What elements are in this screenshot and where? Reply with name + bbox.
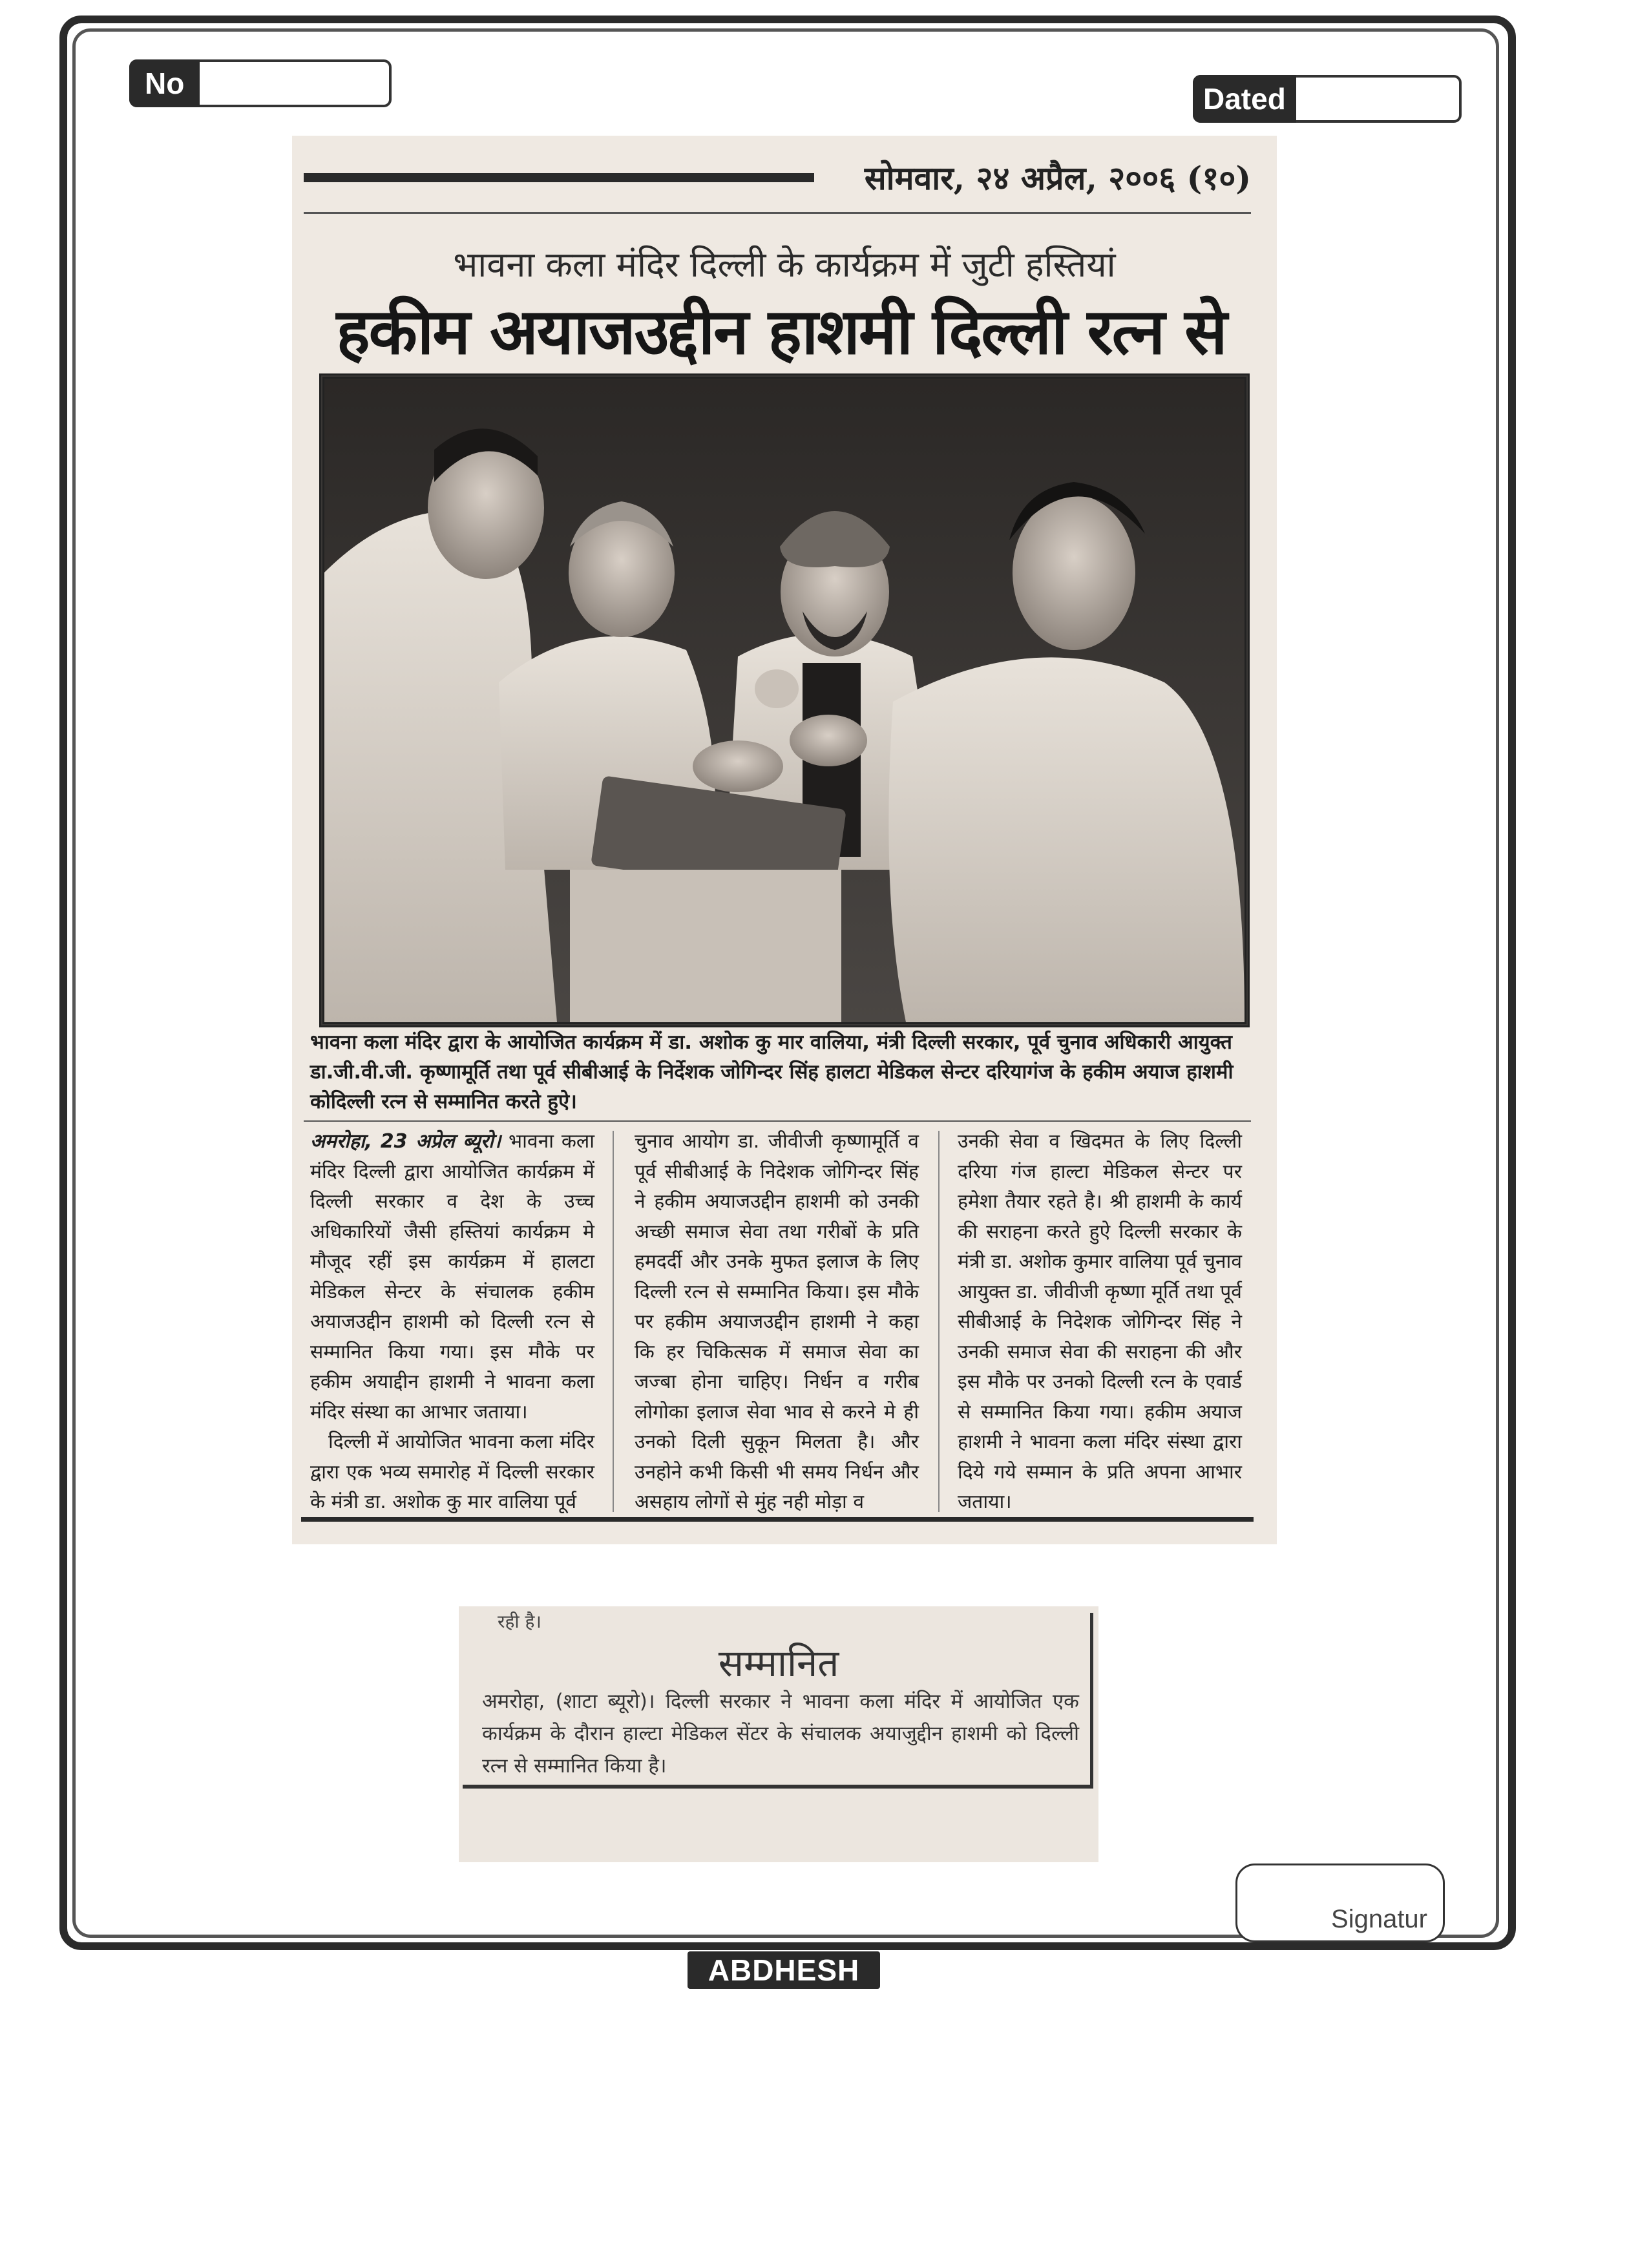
dateline: सोमवार, २४ अप्रैल, २००६ (१०): [864, 159, 1251, 197]
article-column-1-para2: दिल्ली में आयोजित भावना कला मंदिर द्वारा एक भव्य समारोह में दिल्ली सरकार के मंत्री डा. अशोक कु मार वालिया पूर्व: [310, 1431, 594, 1513]
small-clip-rule-horizontal: [463, 1785, 1093, 1789]
small-clip-rule-vertical: [1090, 1613, 1093, 1786]
brand-label: ABDHESH: [688, 1951, 880, 1989]
ceremony-photo: [319, 373, 1250, 1027]
masthead-thin-rule: [304, 212, 1251, 214]
small-clip-top-fragment: रही है।: [498, 1611, 541, 1632]
caption-rule: [304, 1120, 1251, 1122]
newspaper-clipping-main: [292, 136, 1277, 1544]
article-bottom-rule: [301, 1517, 1254, 1522]
dated-field[interactable]: [1193, 75, 1462, 123]
column-divider-2: [938, 1131, 940, 1512]
masthead-rule: [304, 173, 814, 182]
article-column-1: [310, 1127, 594, 1518]
photo-caption: भावना कला मंदिर द्वारा के आयोजित कार्यक्रम में डा. अशोक कु मार वालिया, मंत्री दिल्ली सरकार, पूर्व चुनाव अधिकारी आयुक्त डा.जी.वी.जी. कृष्णामूर्ति तथा पूर्व सीबीआई के निर्देशक जोगिन्दर सिंह हालटा मेडिकल सेन्टर दरियागंज के हकीम अयाज हाशमी कोदिल्ली रत्न से सम्मानित करते हुऐ।: [310, 1031, 1234, 1113]
signature-label: Signatur: [1331, 1905, 1427, 1933]
dated-label: Dated: [1193, 75, 1296, 123]
column-divider-1: [613, 1131, 614, 1512]
article-column-2: चुनाव आयोग डा. जीवीजी कृष्णामूर्ति व पूर्व सीबीआई के निदेशक जोगिन्दर सिंह ने हकीम अयाजउद्दीन हाशमी को उनकी अच्छी समाज सेवा तथा गरीबों के प्रति हमदर्दी और उनके मुफत इलाज के लिए दिल्ली रत्न से सम्मानित किया। इस मौके पर हकीम अयाजउद्दीन हाशमी ने कहा कि हर चिकित्सक में समाज सेवा का जज्बा होना चाहिए। निर्धन व गरीब लोगोका इलाज सेवा भाव से करने मे ही उनको दिली सुकून मिलता है। और उनहोने कभी किसी भी समय निर्धन और असहाय लोगों से मुंह नही मोड़ा व: [635, 1130, 919, 1513]
ceremony-photo-image: [324, 379, 1245, 1022]
kicker-headline: भावना कला मंदिर दिल्ली के कार्यक्रम में जुटी हस्तियां: [453, 244, 1116, 285]
no-label: No: [129, 59, 200, 107]
small-clip-body: अमरोहा, (शाटा ब्यूरो)। दिल्ली सरकार ने भावना कला मंदिर में आयोजित एक कार्यक्रम के दौरान हाल्टा मेडिकल सेंटर के संचालक अयाजुद्दीन हाशमी को दिल्ली रत्न से सम्मानित किया है।: [482, 1690, 1079, 1778]
article-column-3: उनकी सेवा व खिदमत के लिए दिल्ली दरिया गंज हाल्टा मेडिकल सेन्टर पर हमेशा तैयार रहते है। श्री हाशमी के कार्य की सराहना करते हुऐ दिल्ली सरकार के मंत्री डा. अशोक कुमार वालिया पूर्व चुनाव आयुक्त डा. जीवीजी कृष्णा मूर्ति तथा पूर्व सीबीआई के निदेशक जोगिन्दर सिंह ने उनकी समाज सेवा की सराहना की और इस मौके पर उनको दिल्ली रत्न के एवार्ड से सम्मानित किया गया। हकीम अयाज हाशमी ने भावना कला मंदिर संस्था द्वारा दिये गये सम्मान के प्रति अपना आभार जताया।: [958, 1130, 1242, 1513]
newspaper-clipping-small: [459, 1606, 1098, 1862]
main-headline: हकीम अयाजउद्दीन हाशमी दिल्ली रत्न से: [336, 295, 1226, 369]
signature-field[interactable]: [1235, 1864, 1445, 1942]
small-clip-title: सम्मानित: [718, 1641, 839, 1685]
article-column-1-text: भावना कला मंदिर दिल्ली द्वारा आयोजित कार्यक्रम में दिल्ली सरकार व देश के उच्च अधिकारियों जैसी हस्तियां कार्यक्रम मे मौजूद रहीं इस कार्यक्रम में हालटा मेडिकल सेन्टर के संचालक हकीम अयाजउद्दीन हाशमी को दिल्ली रत्न से सम्मानित किया गया। इस मौके पर हकीम अयाद्दीन हाशमी ने भावना कला मंदिर संस्था का आभार जताया।: [310, 1130, 594, 1423]
article-byline: अमरोहा, 23 अप्रेल ब्यूरो।: [310, 1130, 501, 1153]
no-field[interactable]: [129, 59, 392, 107]
